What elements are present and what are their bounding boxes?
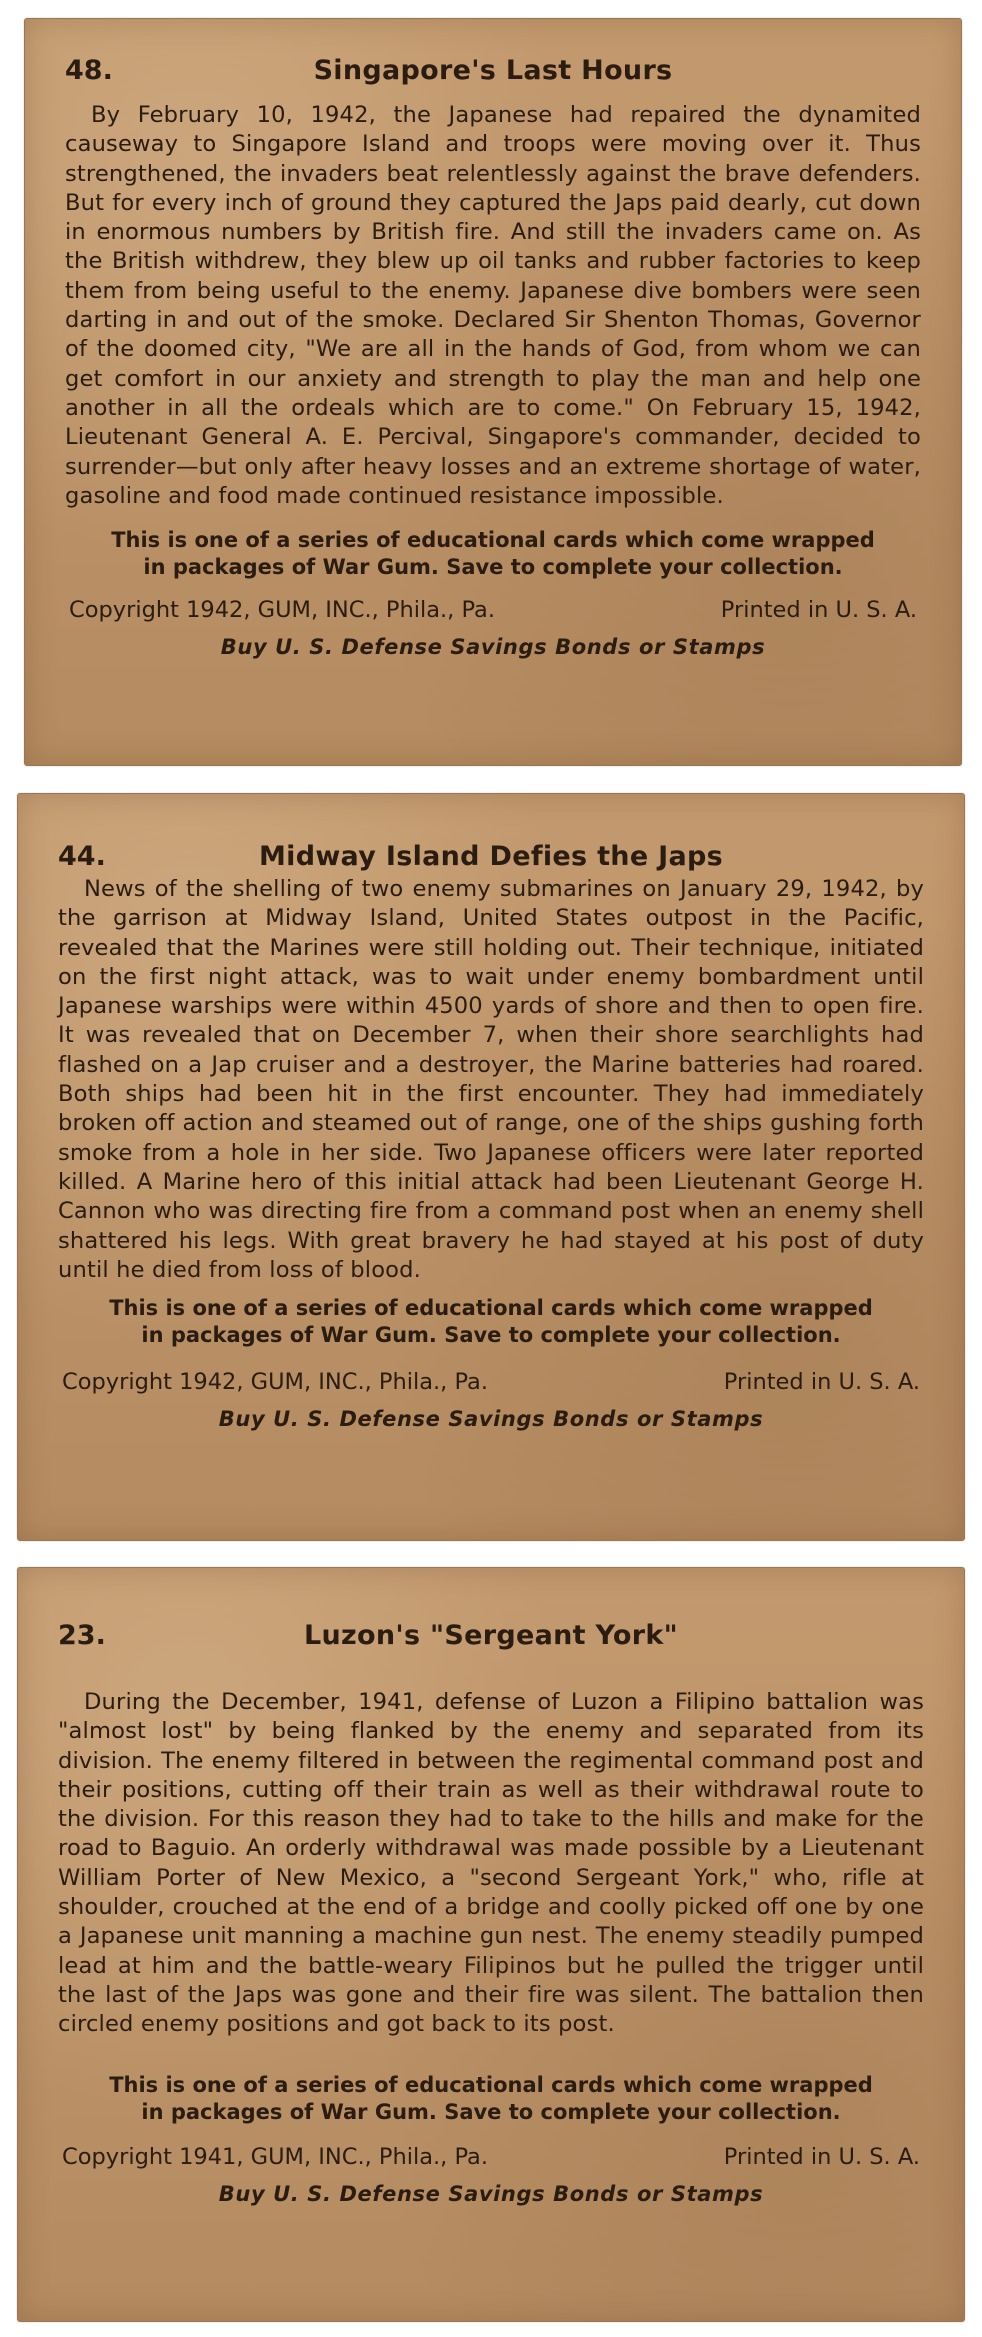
card-midway	[17, 793, 965, 1541]
copyright-line	[65, 597, 921, 623]
card-number: 44.	[58, 841, 106, 872]
bonds-slogan: Buy U. S. Defense Savings Bonds or Stamps	[218, 1407, 764, 1432]
bonds-slogan: Buy U. S. Defense Savings Bonds or Stamps	[220, 635, 766, 660]
series-line-1: This is one of a series of educational cards which come wrapped	[109, 1296, 873, 1321]
series-note	[58, 1295, 924, 1349]
copyright-line	[58, 2144, 924, 2170]
card-body: News of the shelling of two enemy submarines on January 29, 1942, by the garrison at Midway Island, United States outpost in the Pacific, revealed that the Marines were still holding out. Their technique, initiated on the first night attack, was to wait under enemy bombardment until Japanese warships were within 4500 yards of shore and then to open fire. It was revealed that on December 7, when their shore searchlights had flashed on a Jap cruiser and a destroyer, the Marine batteries had roared. Both ships had been hit in the first encounter. They had immediately broken off action and steamed out of range, one of the ships gushing forth smoke from a hole in her side. Two Japanese officers were later reported killed. A Marine hero of this initial attack had been Lieutenant George H. Cannon who was directing fire from a command post when an enemy shell shattered his legs. With great bravery he had stayed at his post of duty until he died from loss of blood.	[58, 876, 924, 1283]
printed-text: Printed in U. S. A.	[723, 1369, 920, 1396]
copyright-text: Copyright 1942, GUM, INC., Phila., Pa.	[62, 1369, 488, 1396]
card-body: By February 10, 1942, the Japanese had repaired the dynamited causeway to Singapore Island and troops were moving over it. Thus strengthened, the invaders beat relentlessly against the brave defenders. But for every inch of ground they captured the Japs paid dearly, cut down in enormous numbers by British fire. And still the invaders came on. As the British withdrew, they blew up oil tanks and rubber factories to keep them from being useful to the enemy. Japanese dive bombers were seen darting in and out of the smoke. Declared Sir Shenton Thomas, Governor of the doomed city, "We are all in the hands of God, from whom we can get comfort in our anxiety and strength to play the man and help one another in all the ordeals which are to come." On February 15, 1942, Lieutenant General A. E. Percival, Singapore's commander, decided to surrender—but only after heavy losses and an extreme shortage of water, gasoline and food made continued resistance impossible.	[65, 102, 921, 509]
card-title: Singapore's Last Hours	[313, 55, 673, 86]
card-body: During the December, 1941, defense of Luzon a Filipino battalion was "almost lost" by being flanked by the enemy and separated from its division. The enemy filtered in between the regimental command post and their positions, cutting off their train as well as their withdrawal route to the division. For this reason they had to take to the hills and make for the road to Baguio. An orderly withdrawal was made possible by a Lieutenant William Porter of New Mexico, a "second Sergeant York," who, rifle at shoulder, crouched at the end of a bridge and coolly picked off one by one a Japanese unit manning a machine gun nest. The enemy steadily pumped lead at him and the battle-weary Filipinos but he pulled the trigger until the last of the Japs was gone and their fire was silent. The battalion then circled enemy positions and got back to its post.	[58, 1689, 924, 2038]
card-title: Luzon's "Sergeant York"	[303, 1620, 679, 1651]
card-title: Midway Island Defies the Japs	[258, 841, 724, 872]
series-line-1: This is one of a series of educational cards which come wrapped	[111, 528, 875, 553]
card-singapore	[24, 18, 962, 766]
card-header	[65, 55, 921, 95]
series-line-2: in packages of War Gum. Save to complete your collection.	[143, 555, 843, 580]
bonds-slogan: Buy U. S. Defense Savings Bonds or Stamps	[218, 2181, 764, 2206]
copyright-text: Copyright 1942, GUM, INC., Phila., Pa.	[69, 597, 495, 624]
series-note	[65, 527, 921, 581]
card-header	[58, 841, 924, 881]
printed-text: Printed in U. S. A.	[720, 597, 917, 624]
printed-text: Printed in U. S. A.	[723, 2143, 920, 2170]
series-note	[58, 2072, 924, 2126]
copyright-line	[58, 1369, 924, 1395]
card-header	[58, 1620, 924, 1660]
card-number: 48.	[65, 55, 113, 86]
copyright-text: Copyright 1941, GUM, INC., Phila., Pa.	[62, 2143, 488, 2170]
card-number: 23.	[58, 1620, 106, 1651]
series-line-2: in packages of War Gum. Save to complete your collection.	[141, 2099, 841, 2124]
series-line-2: in packages of War Gum. Save to complete your collection.	[141, 1323, 841, 1348]
card-luzon	[17, 1567, 965, 2322]
series-line-1: This is one of a series of educational cards which come wrapped	[109, 2072, 873, 2097]
